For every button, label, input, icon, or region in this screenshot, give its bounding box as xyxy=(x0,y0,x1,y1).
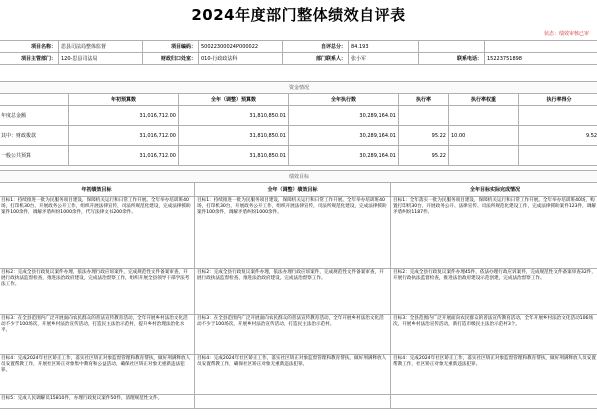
col-exec-weight: 执行率权重 xyxy=(449,94,519,106)
status-badge: 状态：绩效审核已审 xyxy=(543,31,589,37)
contact-value: 张小军 xyxy=(349,53,419,65)
info-row-2 xyxy=(0,53,597,65)
table-row: 其中：财政拨款 31,016,712.00 31,810,850.01 30,289,164.01 95.22 10.00 9.52 xyxy=(0,126,597,146)
info-row-1 xyxy=(0,41,597,53)
table-row: 目标5：完成人民调解员15810件，办理行政复议案件50件，清理规范性文件。 xyxy=(0,395,597,409)
col-initial-budget: 年初预算数 xyxy=(69,94,179,106)
table-row: 一般公共预算 31,016,712.00 31,810,850.01 30,289,164.01 95.22 xyxy=(0,146,597,166)
col-adjusted-budget: 全年（调整）预算数 xyxy=(179,94,289,106)
table-row: 年度总金额 31,016,712.00 31,810,850.01 30,289,164.01 xyxy=(0,106,597,126)
total-score-value: 84.193 xyxy=(349,41,419,53)
table-row: 目标4：完成2024年社区矫正工作，落实社区矫正对象监督管理和教育帮扶，做好刑满释放人员安置帮教工作，开展社区矫正对象集中教育和公益活动，确保社区矫正对象无重新违法犯罪。 目标4：完成2024年社区矫正工作，落实社区矫正对象监督管理和教育帮扶，做好刑满释放人员安置帮教工作，确保社区矫正对象无重新违法犯罪。 目标4：完成2024年社区矫正工作，落实社区矫正对象监督管理和教育帮扶，做好刑满释放人员安置帮教工作，社区矫正对象无重新违法犯罪。 xyxy=(0,355,597,395)
col-exec-rate: 执行率 xyxy=(399,94,449,106)
phone-label: 联系电话： xyxy=(419,53,485,65)
funds-section-title: 资金情况 xyxy=(0,82,597,94)
table-row: 目标1：持续推进一批为民服务项目建设，保障机关运行和日常工作开展。全年举办培训班40场，打印机30台，开展政务公开工作，组织开展法律宣传，司法所规范化建设，完成法律援助案件100余件，调解矛盾纠纷1000余件，代写法律文书200余件。 目标1：持续推进一批为民服务项目建设，保障机关运行和日常工作开展。全年举办培训班40场，打印机30台，开展政务公开工作，组织开展法律宣传，司法所规范化建设，完成法律援助案件100余件，调解矛盾纠纷1000余件。 目标1：全年落实一批为民服务项目建设，保障机关运行和日常工作开展。全年举办培训班40场，购置打印机30台，开展政务公开、法律宣传、司法所规范化建设工作，完成法律援助案件123件，调解矛盾纠纷1187件。 xyxy=(0,197,597,269)
col-exec-score: 执行率得分 xyxy=(519,94,597,106)
project-code-label: 项目编码： xyxy=(143,41,199,53)
finance-office-value: 010-行政政法科 xyxy=(199,53,283,65)
table-row: 目标2：完成全县行政复议案件办理，依法办理行政应诉案件，完成规范性文件备案审查，开展行政执法监督检查，推进法治政府建设，完成法治督察工作，组织开展全县领导干部学法考法工作。 目标2：完成全县行政复议案件办理，依法办理行政应诉案件，完成规范性文件备案审查，开展行政执法监督检查，推进法治政府建设，完成法治督察工作。 目标2：完成全县行政复议案件办理45件，依法办理行政应诉案件，完成规范性文件备案审查32件，开展行政执法监督检查，推进法治政府建设示范创建，完成法治督察工作。 xyxy=(0,269,597,315)
dept-value: 120-思县司法局 xyxy=(59,53,143,65)
col-executed: 全年执行数 xyxy=(289,94,399,106)
col-actual-completion: 全年目标实际完成情况 xyxy=(391,183,597,197)
goals-header-row xyxy=(0,183,597,197)
project-name-value: 思县司法局整体监督 xyxy=(59,41,143,53)
dept-label: 项目主管部门： xyxy=(0,53,59,65)
page-title: 2024年度部门整体绩效自评表 xyxy=(191,6,406,24)
col-initial-goal: 年初绩效目标 xyxy=(0,183,195,197)
info-table xyxy=(0,40,597,65)
col-adjusted-goal: 全年（调整）绩效目标 xyxy=(195,183,391,197)
project-code-value: 50022300024P000022 xyxy=(199,41,283,53)
total-score-label: 自评总分： xyxy=(283,41,349,53)
funds-header-row xyxy=(0,94,597,106)
funds-table xyxy=(0,81,597,166)
contact-label: 部门联系人： xyxy=(283,53,349,65)
goals-section-title: 绩效目标 xyxy=(0,171,597,183)
table-row: 目标3：在全县范围内广泛开展面向农民群众的普法宣传教育活动，全年开展乡村法治文化活动不少于100场次，开展乡村法治宣传活动，打造民主法治示范村，提升乡村治理法治化水平。 目标3：在全县范围内广泛开展面向农民群众的普法宣传教育活动，全年开展乡村法治文化活动不少于100场次，开展乡村法治宣传活动，打造民主法治示范村。 目标3：全县范围内广泛开展面向农民群众的普法宣传教育活动，全年开展乡村法治文化活动106场次，开展乡村法治宣传活动，新打造市级民主法治示范村3个。 xyxy=(0,315,597,355)
goals-table xyxy=(0,170,597,409)
phone-value: 15223751898 xyxy=(485,53,597,65)
project-name-label: 项目名称： xyxy=(0,41,59,53)
finance-office-label: 财政归口处室： xyxy=(143,53,199,65)
